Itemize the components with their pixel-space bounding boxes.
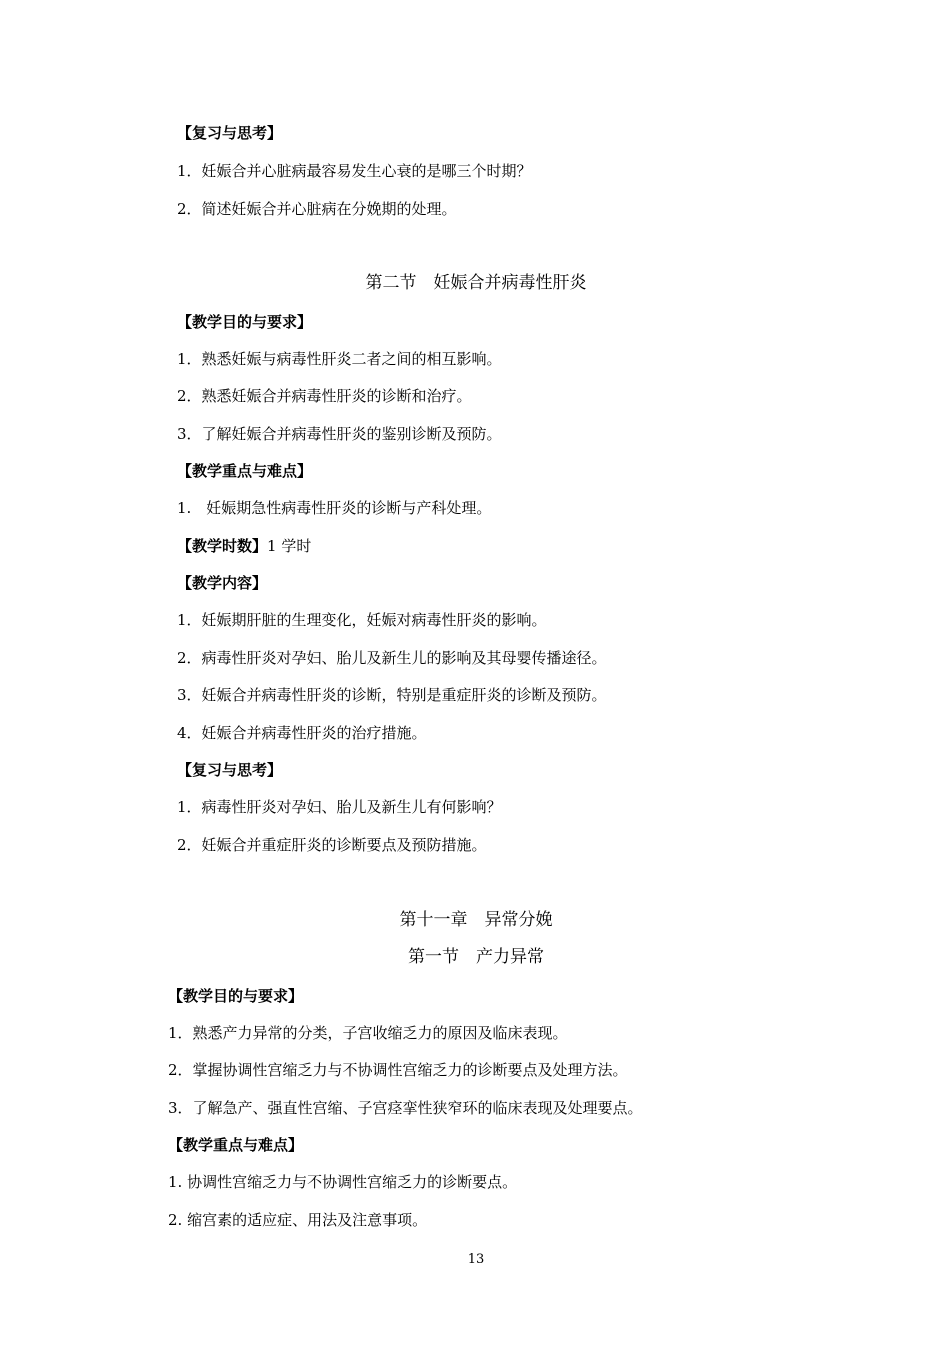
hours-value: 1 学时 <box>267 537 312 555</box>
focus-item: 2. 缩宫素的适应症、用法及注意事项。 <box>168 1211 428 1229</box>
review-item: 2．简述妊娠合并心脏病在分娩期的处理。 <box>177 200 457 218</box>
focus-header: 【教学重点与难点】 <box>177 462 313 480</box>
content-item: 1．妊娠期肝脏的生理变化，妊娠对病毒性肝炎的影响。 <box>177 611 547 629</box>
hours-header: 【教学时数】 <box>177 537 268 555</box>
review-item: 2．妊娠合并重症肝炎的诊断要点及预防措施。 <box>177 836 487 854</box>
content-header: 【教学内容】 <box>177 574 268 592</box>
objectives-header: 【教学目的与要求】 <box>177 313 313 331</box>
focus-item: 1. 妊娠期急性病毒性肝炎的诊断与产科处理。 <box>177 499 492 517</box>
objective-item: 2．熟悉妊娠合并病毒性肝炎的诊断和治疗。 <box>177 387 472 405</box>
hours-line <box>177 536 311 556</box>
chapter-title: 第十一章 异常分娩 <box>399 910 553 930</box>
review-header-1: 【复习与思考】 <box>177 124 283 142</box>
objective-item: 3．了解急产、强直性宫缩、子宫痉挛性狭窄环的临床表现及处理要点。 <box>168 1099 643 1117</box>
content-item: 2．病毒性肝炎对孕妇、胎儿及新生儿的影响及其母婴传播途径。 <box>177 649 607 667</box>
section-title-hepatitis: 第二节 妊娠合并病毒性肝炎 <box>365 273 587 293</box>
focus-item: 1. 协调性宫缩乏力与不协调性宫缩乏力的诊断要点。 <box>168 1173 518 1191</box>
review-item: 1．病毒性肝炎对孕妇、胎儿及新生儿有何影响？ <box>177 798 502 816</box>
focus-header: 【教学重点与难点】 <box>168 1136 304 1154</box>
page-number: 13 <box>467 1252 485 1267</box>
objective-item: 3．了解妊娠合并病毒性肝炎的鉴别诊断及预防。 <box>177 425 502 443</box>
section-title-labor-force: 第一节 产力异常 <box>408 947 544 967</box>
objectives-header: 【教学目的与要求】 <box>168 987 304 1005</box>
objective-item: 1．熟悉妊娠与病毒性肝炎二者之间的相互影响。 <box>177 350 502 368</box>
objective-item: 1．熟悉产力异常的分类，子宫收缩乏力的原因及临床表现。 <box>168 1024 568 1042</box>
content-item: 3．妊娠合并病毒性肝炎的诊断，特别是重症肝炎的诊断及预防。 <box>177 686 607 704</box>
review-item: 1．妊娠合并心脏病最容易发生心衰的是哪三个时期？ <box>177 162 532 180</box>
objective-item: 2．掌握协调性宫缩乏力与不协调性宫缩乏力的诊断要点及处理方法。 <box>168 1061 628 1079</box>
content-item: 4．妊娠合并病毒性肝炎的治疗措施。 <box>177 724 427 742</box>
review-header-2: 【复习与思考】 <box>177 761 283 779</box>
